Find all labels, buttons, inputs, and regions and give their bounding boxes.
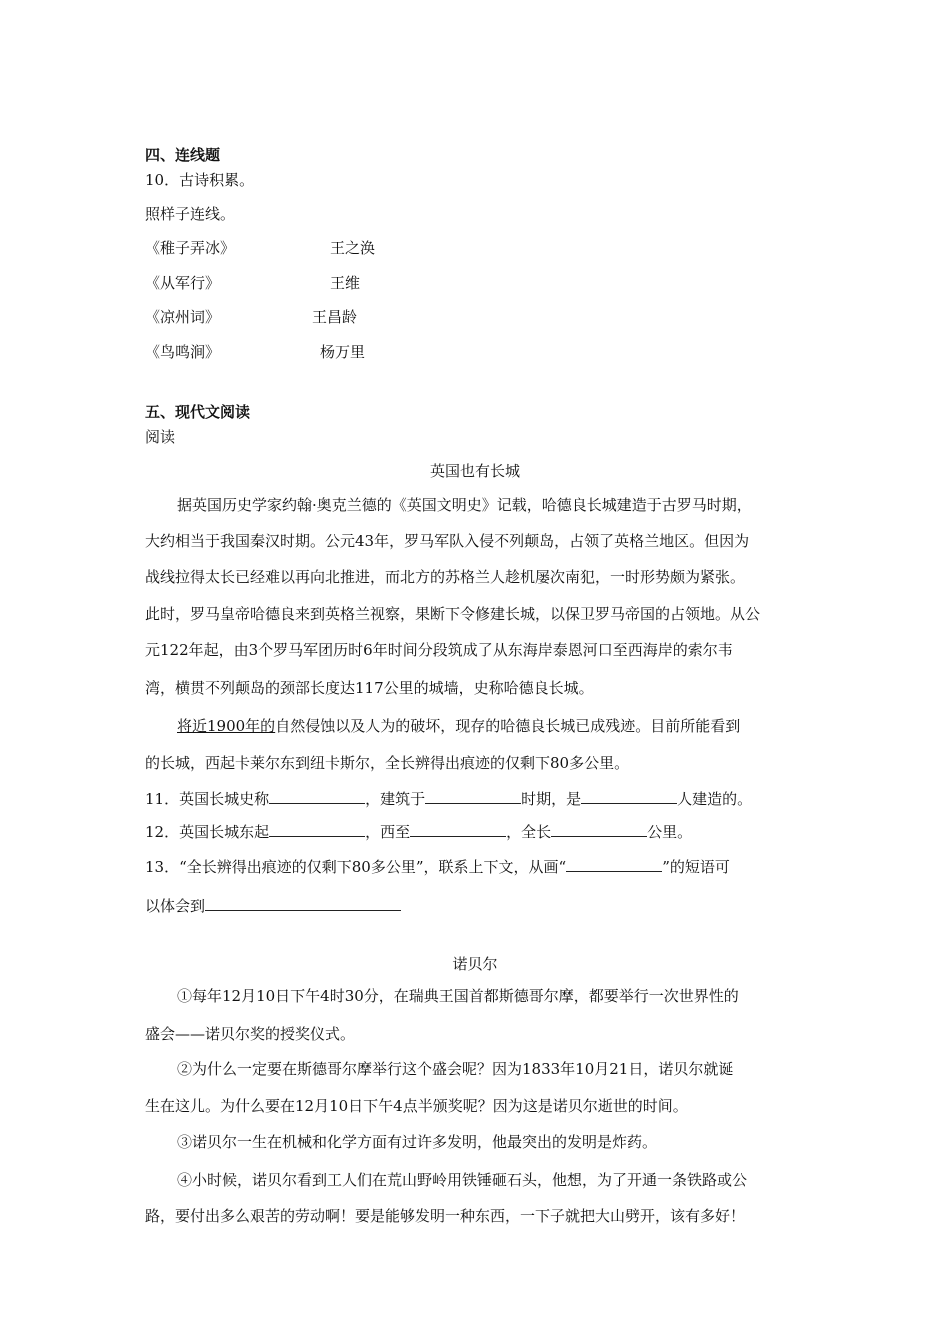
answer-blank[interactable] [269,822,365,837]
poet-name: 王昌龄 [312,308,358,326]
passage-2-line: ④小时候，诺贝尔看到工人们在荒山野岭用铁锤砸石头，他想，为了开通一条铁路或公 [177,1171,748,1189]
passage-2-line: ③诺贝尔一生在机械和化学方面有过许多发明，他最突出的发明是炸药。 [177,1133,658,1151]
passage-1-line: 的长城，西起卡莱尔东到纽卡斯尔，全长辨得出痕迹的仅剩下80多公里。 [145,754,630,772]
underlined-phrase: 将近1900年的 [177,717,276,735]
answer-blank[interactable] [551,822,647,837]
poem-title: 《鸟鸣涧》 [145,343,221,361]
question-10: 10．古诗积累。 [145,171,255,189]
passage-2-title: 诺贝尔 [452,955,498,973]
answer-blank[interactable] [410,822,506,837]
passage-1-line: 此时，罗马皇帝哈德良来到英格兰视察，果断下令修建长城，以保卫罗马帝国的占领地。从公 [145,605,761,623]
answer-blank[interactable] [205,896,401,911]
question-12: 12．英国长城东起 ，西至 ，全长 公里。 [145,823,693,841]
answer-blank[interactable] [269,789,365,804]
section-5-heading: 五、现代文阅读 [145,403,251,421]
passage-1-line: 大约相当于我国秦汉时期。公元43年，罗马军队入侵不列颠岛，占领了英格兰地区。但因为 [145,532,750,550]
passage-1-line: 战线拉得太长已经难以再向北推进，而北方的苏格兰人趁机屡次南犯，一时形势颇为紧张。 [145,568,746,586]
section-4-heading: 四、连线题 [145,146,221,164]
poem-title: 《稚子弄冰》 [145,239,236,257]
answer-blank[interactable] [566,857,662,872]
passage-2-line: 生在这儿。为什么要在12月10日下午4点半颁奖呢？因为这是诺贝尔逝世的时间。 [145,1097,688,1115]
passage-1-line: 将近1900年的自然侵蚀以及人为的破坏，现存的哈德良长城已成残迹。目前所能看到 [177,717,741,735]
passage-1-title: 英国也有长城 [429,462,520,480]
passage-2-line: 路，要付出多么艰苦的劳动啊！要是能够发明一种东西，一下子就把大山劈开，该有多好！ [145,1207,746,1225]
answer-blank[interactable] [425,789,521,804]
poem-title: 《凉州词》 [145,308,221,326]
passage-2-line: 盛会——诺贝尔奖的授奖仪式。 [145,1025,356,1043]
poem-title: 《从军行》 [145,274,221,292]
answer-blank[interactable] [581,789,677,804]
passage-1-line: 湾，横贯不列颠岛的颈部长度达117公里的城墙，史称哈德良长城。 [145,679,594,697]
poet-name: 王之涣 [330,239,376,257]
question-11: 11．英国长城史称 ，建筑于 时期，是 人建造的。 [145,790,753,808]
passage-2-line: ②为什么一定要在斯德哥尔摩举行这个盛会呢？因为1833年10月21日，诺贝尔就诞 [177,1060,734,1078]
match-instruction: 照样子连线。 [145,205,236,223]
poet-name: 杨万里 [320,343,366,361]
passage-1-line: 元122年起，由3个罗马军团历时6年时间分段筑成了从东海岸泰恩河口至西海岸的索尔韦 [145,641,733,659]
question-13-continued: 以体会到 [145,896,401,916]
poet-name: 王维 [330,274,361,292]
question-13: 13．“全长辨得出痕迹的仅剩下80多公里”，联系上下文，从画“ ”的短语可 [145,858,730,876]
passage-1-line: 据英国历史学家约翰·奥克兰德的《英国文明史》记载，哈德良长城建造于古罗马时期， [177,496,752,514]
reading-label: 阅读 [145,428,176,446]
passage-2-line: ①每年12月10日下午4时30分，在瑞典王国首都斯德哥尔摩，都要举行一次世界性的 [177,987,739,1005]
